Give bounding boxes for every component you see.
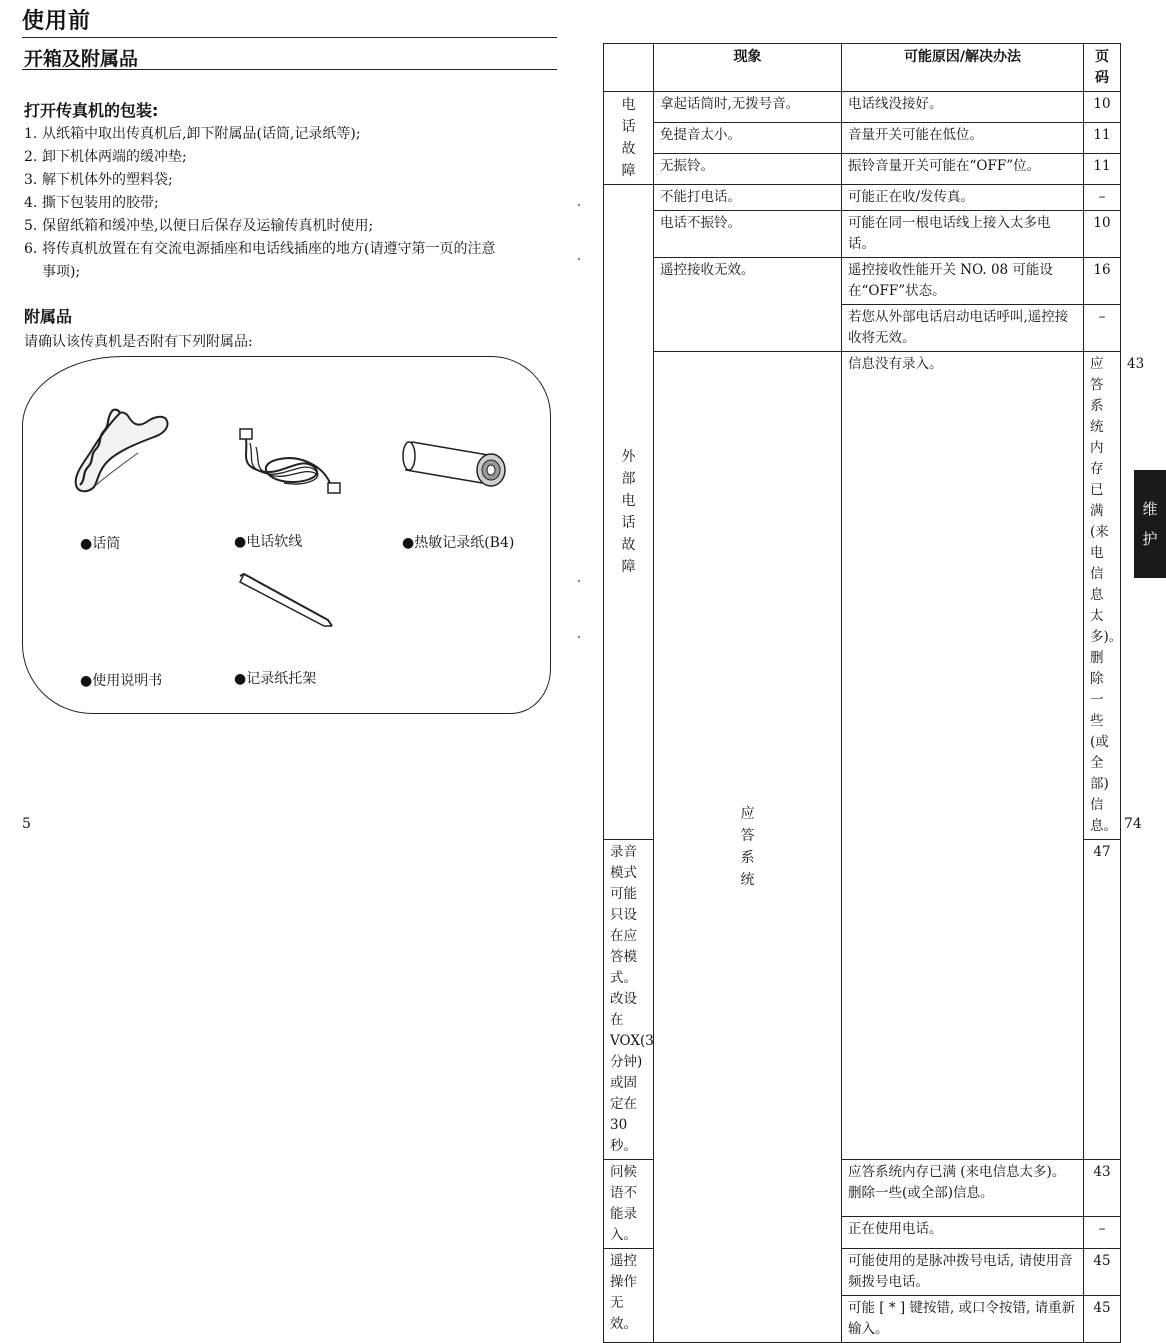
category-char: 应 <box>740 806 755 822</box>
symptom-cell: 信息没有录入。 <box>842 352 1084 1160</box>
page-cell: 47 <box>1084 840 1121 1160</box>
cause-cell: 应答系统内存已满 (来电信息太多)。删除一些(或全部)信息。 <box>1084 352 1121 840</box>
page-cell: – <box>1084 1217 1121 1249</box>
symptom-cell: 遥控操作无效。 <box>604 1249 654 1343</box>
step-text: 从纸箱中取出传真机后,卸下附属品(话筒,记录纸等); <box>42 126 361 142</box>
category-char: 电 <box>621 493 636 509</box>
category-char: 外 <box>621 449 636 465</box>
step-number: 2. <box>24 149 38 165</box>
page-cell: 11 <box>1084 154 1121 185</box>
step-text: 解下机体外的塑料袋; <box>42 172 173 188</box>
symptom-cell: 电话不振铃。 <box>654 211 842 258</box>
cause-cell: 遥控接收性能开关 NO. 08 可能设在“OFF”状态。 <box>842 258 1084 305</box>
accessory-cord-label: ●电话软线 <box>234 534 303 550</box>
page-cell: – <box>1084 305 1121 352</box>
table-row <box>604 211 1121 258</box>
category-char: 答 <box>740 828 755 844</box>
symptom-cell: 免提音太小。 <box>654 123 842 154</box>
cause-cell: 可能正在收/发传真。 <box>842 185 1084 211</box>
symptom-cell: 问候语不能录入。 <box>604 1160 654 1249</box>
table-row <box>604 92 1121 123</box>
maintenance-side-tab <box>1134 470 1166 578</box>
step-number: 6. <box>24 241 38 257</box>
unpack-step <box>24 192 554 215</box>
category-external-phone <box>604 185 654 840</box>
unpack-step <box>24 238 554 284</box>
symptom-cell: 遥控接收无效。 <box>654 258 842 352</box>
category-char: 障 <box>621 163 636 179</box>
cause-cell: 可能 [ * ] 键按错, 或口令按错, 请重新输入。 <box>842 1296 1084 1343</box>
table-row: 应 答 系 统 信息没有录入。 应答系统内存已满 (来电信息太多)。删除一些(或全部)信息。 43 <box>604 352 1121 840</box>
page-cell: 11 <box>1084 123 1121 154</box>
step-number: 4. <box>24 195 38 211</box>
handset-icon <box>68 405 178 505</box>
section-title: 使用前 <box>22 9 92 34</box>
section-rule <box>22 37 557 38</box>
accessory-manual-label: ●使用说明书 <box>80 673 163 689</box>
page-number-left: 5 <box>22 816 31 832</box>
category-answering-system <box>654 352 842 1343</box>
page-cell: 45 <box>1084 1249 1121 1296</box>
accessory-holder-label: ●记录纸托架 <box>234 671 317 687</box>
unpack-step <box>24 215 554 238</box>
scan-speck <box>578 580 580 582</box>
cause-cell: 可能在同一根电话线上接入太多电话。 <box>842 211 1084 258</box>
accessories-heading: 附属品 <box>24 307 73 326</box>
category-char: 话 <box>621 119 636 135</box>
cause-cell: 应答系统内存已满 (来电信息太多)。删除一些(或全部)信息。 <box>842 1160 1084 1217</box>
cause-cell: 音量开关可能在低位。 <box>842 123 1084 154</box>
scan-speck <box>578 636 580 638</box>
accessory-handset-label: ●话筒 <box>80 536 121 552</box>
step-number: 5. <box>24 218 38 234</box>
accessory-paper-label: ●热敏记录纸(B4) <box>402 535 515 551</box>
cause-cell: 电话线没接好。 <box>842 92 1084 123</box>
category-char: 障 <box>621 559 636 575</box>
category-char: 系 <box>740 850 755 866</box>
subsection-rule <box>22 69 557 70</box>
category-char: 话 <box>621 515 636 531</box>
symptom-cell: 拿起话筒时,无拨号音。 <box>654 92 842 123</box>
category-char: 电 <box>621 97 636 113</box>
table-header-row <box>604 44 1121 92</box>
table-row <box>604 185 1121 211</box>
header-page: 页码 <box>1084 44 1121 92</box>
page-number-right: 74 <box>1124 816 1142 832</box>
unpack-step <box>24 123 554 146</box>
cause-cell: 振铃音量开关可能在“OFF”位。 <box>842 154 1084 185</box>
category-phone <box>604 92 654 185</box>
step-text: 将传真机放置在有交流电源插座和电话线插座的地方(请遵守第一页的注意 <box>42 241 496 257</box>
table-row <box>604 123 1121 154</box>
phone-cord-icon <box>230 425 350 505</box>
page-cell: 43 <box>1084 1160 1121 1217</box>
page-cell: 45 <box>1084 1296 1121 1343</box>
cause-cell: 正在使用电话。 <box>842 1217 1084 1249</box>
side-tab-char: 护 <box>1142 530 1158 548</box>
header-cause: 可能原因/解决办法 <box>842 44 1084 92</box>
category-char: 统 <box>740 872 755 888</box>
category-char: 故 <box>621 537 636 553</box>
unpack-heading: 打开传真机的包装: <box>24 101 159 120</box>
table-row <box>604 258 1121 305</box>
subsection-title: 开箱及附属品 <box>24 48 139 70</box>
unpack-step <box>24 146 554 169</box>
unpack-step <box>24 169 554 192</box>
paper-holder-icon <box>236 570 336 630</box>
paper-roll-icon <box>398 428 518 488</box>
step-text: 卸下机体两端的缓冲垫; <box>42 149 187 165</box>
category-char: 故 <box>621 141 636 157</box>
scan-speck <box>578 204 580 206</box>
page-cell: 10 <box>1084 92 1121 123</box>
header-symptom: 现象 <box>654 44 842 92</box>
symptom-cell: 不能打电话。 <box>654 185 842 211</box>
table-row <box>604 154 1121 185</box>
step-number: 1. <box>24 126 38 142</box>
scan-speck <box>578 258 580 260</box>
page-cell: – <box>1084 185 1121 211</box>
page-cell: 16 <box>1084 258 1121 305</box>
page-cell: 10 <box>1084 211 1121 258</box>
symptom-cell: 无振铃。 <box>654 154 842 185</box>
header-category <box>604 44 654 92</box>
cause-cell: 录音模式可能只设在应答模式。改设在 VOX(3 分钟) 或固定在 30 秒。 <box>604 840 654 1160</box>
accessories-intro: 请确认该传真机是否附有下列附属品: <box>24 334 253 350</box>
step-text: 保留纸箱和缓冲垫,以便日后保存及运输传真机时使用; <box>42 218 374 234</box>
step-number: 3. <box>24 172 38 188</box>
step-text: 撕下包装用的胶带; <box>42 195 159 211</box>
category-char: 部 <box>621 471 636 487</box>
step-text-continued: 事项); <box>42 264 81 280</box>
cause-cell: 可能使用的是脉冲拨号电话, 请使用音频拨号电话。 <box>842 1249 1084 1296</box>
side-tab-char: 维 <box>1142 500 1158 518</box>
cause-cell: 若您从外部电话启动电话呼叫,遥控接收将无效。 <box>842 305 1084 352</box>
